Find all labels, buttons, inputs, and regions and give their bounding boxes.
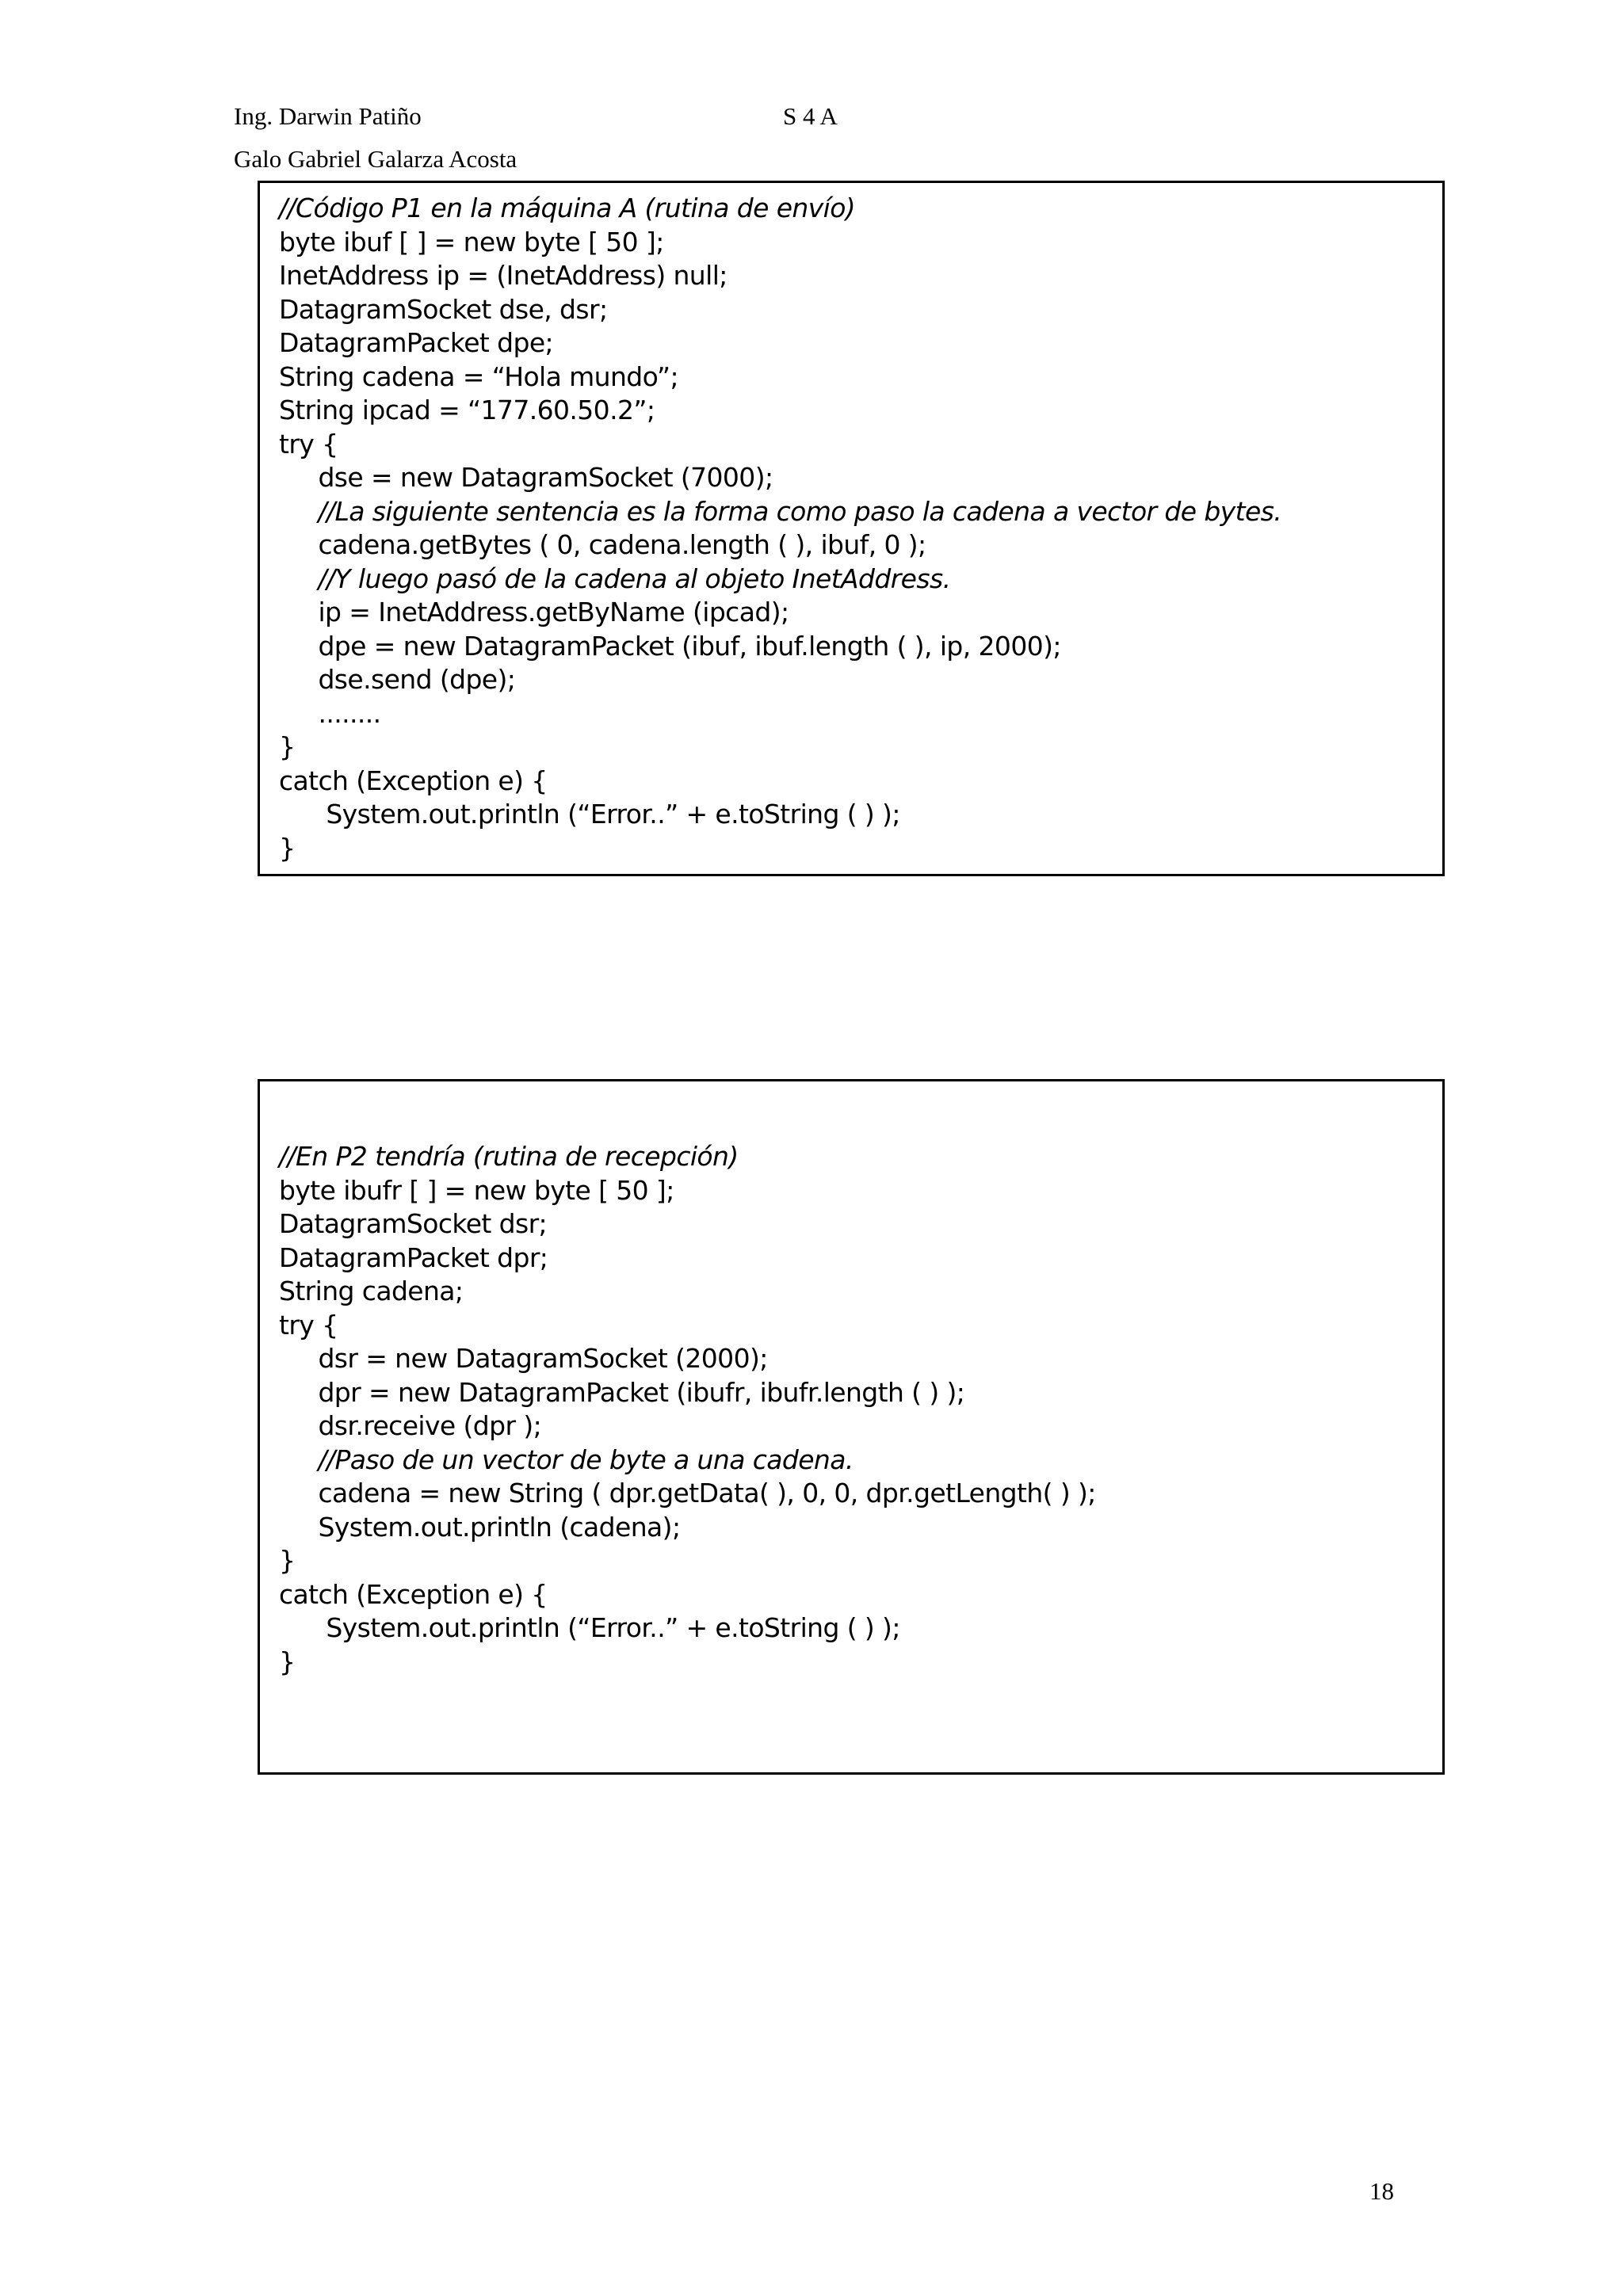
code-comment-line: //En P2 tendría (rutina de recepción) [279, 1141, 739, 1172]
code-lines [279, 192, 1281, 865]
page-number: 18 [1369, 2177, 1394, 2205]
code-line: DatagramPacket dpe; [279, 327, 554, 358]
code-line: dsr = new DatagramSocket (2000); [279, 1343, 768, 1374]
code-comment-line: //Código P1 en la máquina A (rutina de envío) [279, 193, 856, 223]
code-line: dsr.receive (dpr ); [279, 1410, 542, 1441]
code-line: InetAddress ip = (InetAddress) null; [279, 260, 727, 291]
author-line-1: Ing. Darwin Patiño [234, 102, 422, 130]
code-line: String cadena; [279, 1276, 464, 1306]
send-routine-code-box [258, 181, 1445, 876]
code-line: dse.send (dpe); [279, 664, 516, 695]
code-line: String cadena = “Hola mundo”; [279, 360, 679, 392]
code-line: DatagramPacket dpr; [279, 1241, 548, 1273]
code-line: cadena.getBytes ( 0, cadena.length ( ), ibuf, 0 ); [279, 529, 926, 560]
code-line: DatagramSocket dse, dsr; [279, 293, 608, 325]
author-line-2: Galo Gabriel Galarza Acosta [234, 145, 517, 173]
code-line: catch (Exception e) { [279, 765, 548, 796]
code-line: try { [279, 1309, 338, 1341]
code-line: System.out.println (“Error..” + e.toString ( ) ); [279, 1612, 900, 1643]
code-comment-line: //Paso de un vector de byte a una cadena. [279, 1444, 854, 1475]
code-line: } [279, 731, 296, 762]
code-line: byte ibufr [ ] = new byte [ 50 ]; [279, 1174, 674, 1206]
code-line: cadena = new String ( dpr.getData( ), 0, 0, dpr.getLength( ) ); [279, 1478, 1096, 1508]
code-line: dpr = new DatagramPacket (ibufr, ibufr.length ( ) ); [279, 1376, 965, 1408]
code-line: try { [279, 428, 338, 460]
code-line: } [279, 1545, 296, 1576]
code-line: ip = InetAddress.getByName (ipcad); [279, 597, 789, 627]
page-header-authors [234, 95, 517, 181]
code-line: byte ibuf [ ] = new byte [ 50 ]; [279, 226, 664, 257]
code-line: dse = new DatagramSocket (7000); [279, 462, 773, 493]
code-line: DatagramSocket dsr; [279, 1208, 548, 1239]
code-line: } [279, 832, 296, 864]
code-line: dpe = new DatagramPacket (ibuf, ibuf.length ( ), ip, 2000); [279, 630, 1061, 662]
code-line: ........ [279, 697, 381, 729]
code-comment-line: //La siguiente sentencia es la forma como paso la cadena a vector de bytes. [279, 495, 1282, 527]
code-comment-line: //Y luego pasó de la cadena al objeto InetAddress. [279, 563, 951, 594]
section-label: S 4 A [783, 102, 838, 130]
code-line: String ipcad = “177.60.50.2”; [279, 395, 655, 425]
code-line: } [279, 1646, 296, 1677]
code-line: catch (Exception e) { [279, 1578, 548, 1610]
code-line: System.out.println (“Error..” + e.toString ( ) ); [279, 799, 900, 830]
code-lines [279, 1140, 1096, 1679]
code-line: System.out.println (cadena); [279, 1511, 681, 1543]
receive-routine-code-box [258, 1079, 1445, 1775]
